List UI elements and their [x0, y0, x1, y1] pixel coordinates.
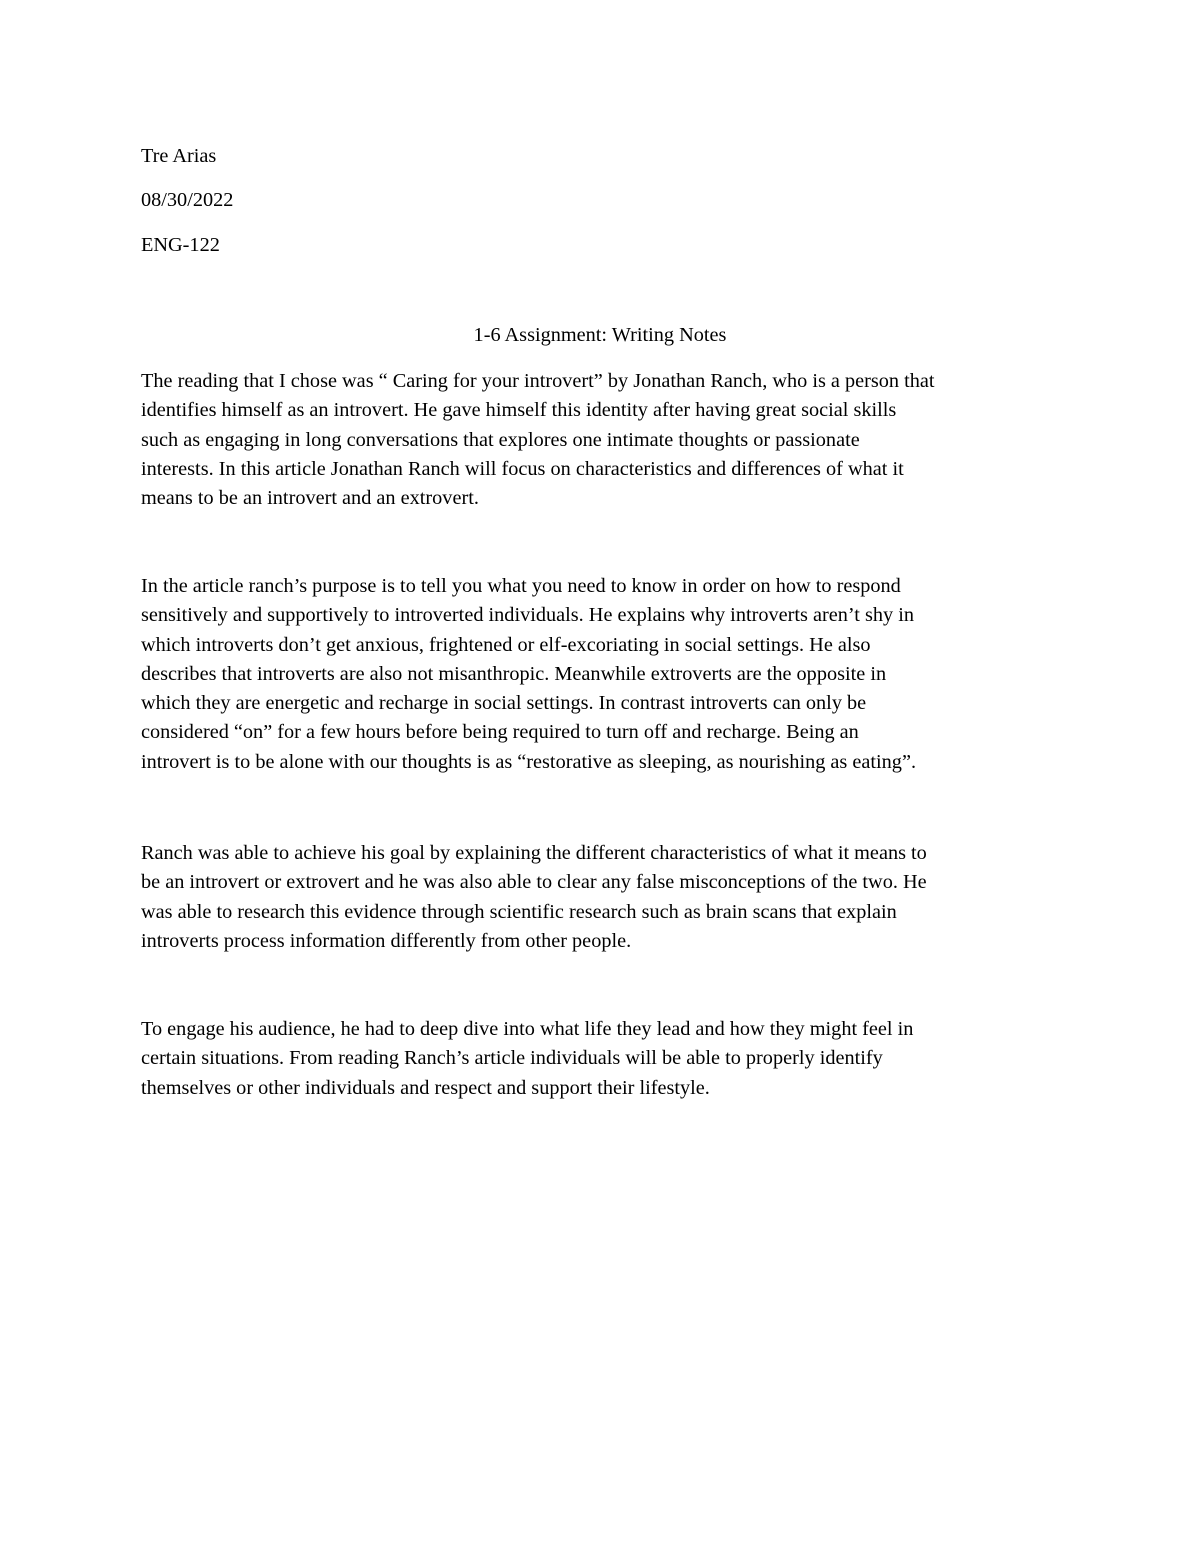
text-line: themselves or other individuals and respect and support their lifestyle.	[141, 1076, 710, 1099]
assignment-date: 08/30/2022	[141, 189, 234, 211]
text-line: was able to research this evidence through scientific research such as brain scans that explain	[141, 900, 897, 923]
text-line: The reading that I chose was “ Caring for your introvert” by Jonathan Ranch, who is a person that	[141, 370, 935, 392]
text-line: interests. In this article Jonathan Ranch will focus on characteristics and differences of what it	[141, 457, 904, 480]
text-line: identifies himself as an introvert. He gave himself this identity after having great social skills	[141, 399, 897, 422]
text-line: introvert is to be alone with our thoughts is as “restorative as sleeping, as nourishing as eating”.	[141, 750, 917, 773]
paragraph-3	[141, 839, 1081, 956]
text-line: be an introvert or extrovert and he was also able to clear any false misconceptions of the two. He	[141, 871, 927, 894]
text-line: certain situations. From reading Ranch’s article individuals will be able to properly identify	[141, 1047, 883, 1070]
text-line: means to be an introvert and an extrovert.	[141, 487, 479, 510]
text-line: such as engaging in long conversations that explores one intimate thoughts or passionate	[141, 428, 860, 451]
text-line: In the article ranch’s purpose is to tell you what you need to know in order on how to respond	[141, 575, 901, 597]
text-line: Ranch was able to achieve his goal by explaining the different characteristics of what it means to	[141, 842, 927, 864]
text-line: To engage his audience, he had to deep dive into what life they lead and how they might feel in	[141, 1018, 914, 1040]
paragraph-1	[141, 367, 1081, 513]
author-name: Tre Arias	[141, 145, 217, 167]
text-line: which introverts don’t get anxious, frightened or elf-excoriating in social settings. He also	[141, 633, 871, 656]
document-title: 1-6 Assignment: Writing Notes	[473, 324, 727, 346]
course-code: ENG-122	[141, 234, 220, 256]
text-line: sensitively and supportively to introverted individuals. He explains why introverts aren’t shy in	[141, 604, 914, 627]
paragraph-2	[141, 572, 1081, 777]
text-line: which they are energetic and recharge in social settings. In contrast introverts can only be	[141, 692, 867, 715]
text-line: considered “on” for a few hours before being required to turn off and recharge. Being an	[141, 721, 859, 744]
text-line: describes that introverts are also not misanthropic. Meanwhile extroverts are the opposite in	[141, 662, 887, 685]
paragraph-4	[141, 1015, 1081, 1103]
text-line: introverts process information differently from other people.	[141, 929, 632, 952]
